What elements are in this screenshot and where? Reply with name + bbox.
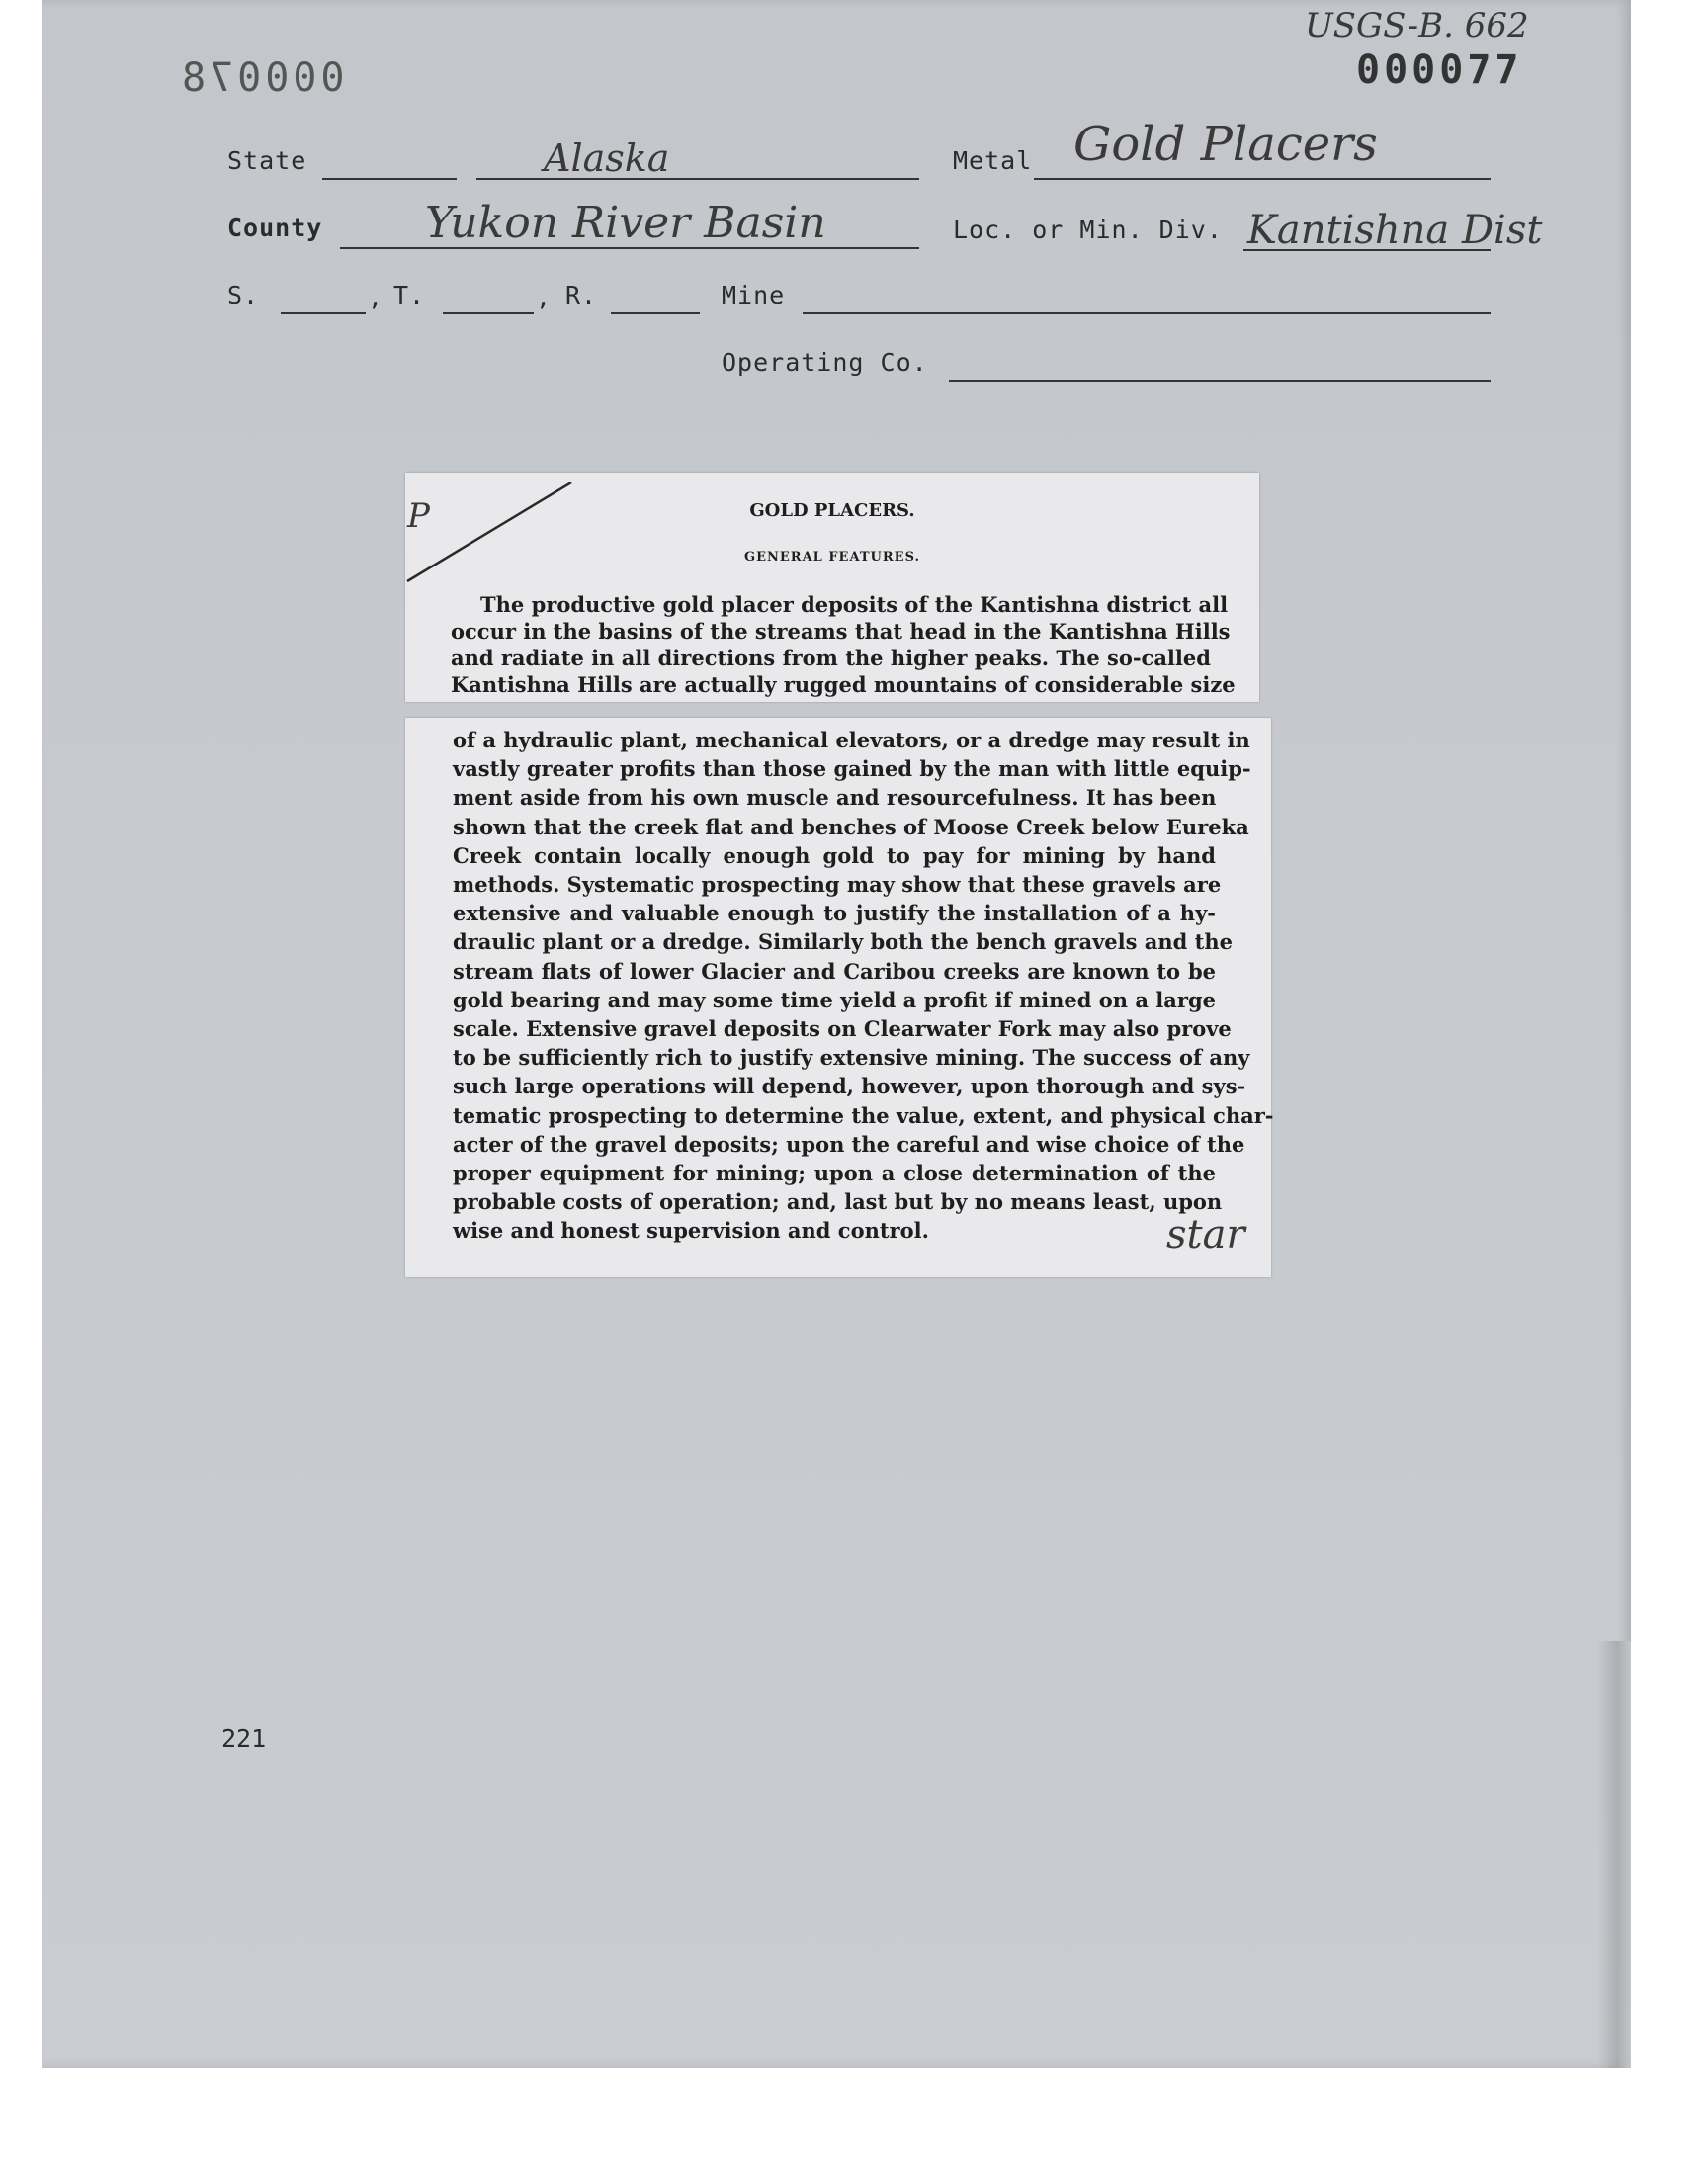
metal-value: Gold Placers [1073, 117, 1378, 172]
paragraph-line: acter of the gravel deposits; upon the careful and wise choice of the [453, 1131, 1245, 1157]
paragraph-line: scale. Extensive gravel deposits on Clearwater Fork may also prove [453, 1016, 1232, 1042]
operating-co-line [949, 380, 1491, 382]
clipping-continuation [405, 718, 1274, 1277]
range-line [611, 312, 700, 314]
paragraph-line: stream flats of lower Glacier and Caribou creeks are known to be [453, 958, 1216, 984]
paragraph-line: Creek contain locally enough gold to pay for mining by hand [453, 842, 1216, 868]
paragraph-line: tematic prospecting to determine the value, extent, and physical char- [453, 1102, 1274, 1128]
handwritten-reference: USGS-B. 662 [1305, 6, 1529, 45]
clipping-paragraph [451, 591, 1236, 698]
loc-value: Kantishna Dist [1247, 208, 1543, 253]
paragraph-line: draulic plant or a dredge. Similarly both the bench gravels and the [453, 929, 1233, 955]
handwritten-end-mark: star [1166, 1212, 1245, 1258]
stamp-number: 000077 [1356, 47, 1523, 93]
state-label: State [227, 146, 307, 175]
loc-label: Loc. or Min. Div. [953, 216, 1223, 244]
section-line [281, 312, 366, 314]
township-label: T. [393, 281, 426, 309]
page-number: 221 [221, 1724, 267, 1753]
margin-mark: P [407, 496, 430, 536]
paragraph-line: ment aside from his own muscle and resourcefulness. It has been [453, 785, 1217, 811]
township-line [443, 312, 534, 314]
paragraph-line: wise and honest supervision and control. [453, 1218, 929, 1244]
county-value: Yukon River Basin [425, 198, 826, 248]
paragraph-line: proper equipment for mining; upon a close determination of the [453, 1161, 1216, 1186]
comma: , [368, 283, 384, 311]
paragraph-line: and radiate in all directions from the higher peaks. The so-called [451, 646, 1211, 670]
paragraph-line: The productive gold placer deposits of the Kantishna district all [480, 592, 1229, 617]
paragraph-line: such large operations will depend, however, upon thorough and sys- [453, 1074, 1246, 1099]
paragraph-line: vastly greater profits than those gained by the man with little equip- [453, 756, 1251, 782]
clipping-subtitle: GENERAL FEATURES. [743, 550, 921, 565]
paragraph-line: of a hydraulic plant, mechanical elevators, or a dredge may result in [453, 728, 1250, 752]
mirrored-stamp-number: 000078 [178, 55, 345, 101]
paragraph-line: methods. Systematic prospecting may show that these gravels are [453, 872, 1222, 898]
pencil-slash-mark [405, 482, 583, 591]
paragraph-line: probable costs of operation; and, last but by no means least, upon [453, 1189, 1223, 1215]
state-value: Alaska [544, 136, 670, 180]
document-sheet [42, 0, 1631, 2068]
mine-line [803, 312, 1491, 314]
clipping-title: GOLD PLACERS. [749, 500, 915, 521]
operating-co-label: Operating Co. [722, 348, 928, 377]
paragraph-line: Kantishna Hills are actually rugged mountains of considerable size [451, 672, 1236, 697]
clipping-general-features [405, 473, 1259, 702]
comma: , [536, 283, 553, 311]
paragraph-line: occur in the basins of the streams that head in the Kantishna Hills [451, 619, 1231, 644]
metal-label: Metal [953, 146, 1033, 175]
mine-label: Mine [722, 281, 786, 309]
range-label: R. [565, 281, 598, 309]
paragraph-line: to be sufficiently rich to justify extensive mining. The success of any [453, 1045, 1250, 1071]
state-line-a [322, 178, 457, 180]
paragraph-line: extensive and valuable enough to justify the installation of a hy- [453, 901, 1216, 926]
metal-line [1034, 178, 1491, 180]
paragraph-line: shown that the creek flat and benches of Moose Creek below Eureka [453, 814, 1249, 839]
county-label: County [227, 214, 323, 242]
section-label: S. [227, 281, 260, 309]
paragraph-line: gold bearing and may some time yield a profit if mined on a large [453, 987, 1216, 1012]
